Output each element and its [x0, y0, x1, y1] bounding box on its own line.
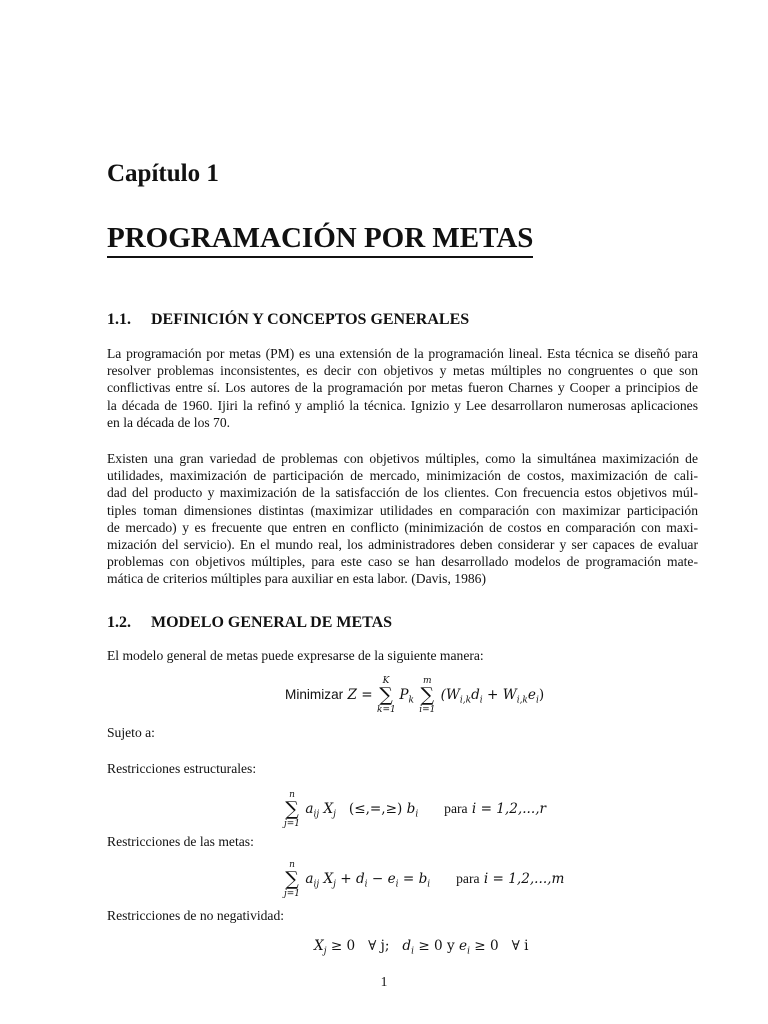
section-heading-2 — [107, 614, 392, 632]
summation-symbol: n ∑ j=1 — [283, 860, 301, 899]
structural-label: Restricciones estructurales: — [107, 761, 257, 776]
text-line: conflictivas entre sí. Los autores de la programación por metas fueron Charnes y Cooper a principios de — [107, 380, 698, 396]
nonneg-label: Restricciones de no negatividad: — [107, 908, 285, 923]
text-line: dad del producto y maximización de la satisfacción de los clientes. Con frecuencia estos objetivos múl- — [107, 485, 698, 501]
section-title: DEFINICIÓN Y CONCEPTOS GENERALES — [151, 311, 470, 328]
subject-to-label: Sujeto a: — [107, 725, 155, 740]
weight-term: (W — [440, 687, 460, 703]
text-line: Existen una gran variedad de problemas con objetivos múltiples, como la simultánea maximización de — [107, 451, 698, 466]
text-line: en la década de los 70. — [107, 414, 231, 430]
section-number: 1.1. — [107, 311, 131, 328]
objective-function: Minimizar Z = K ∑ k=1 $P_k$ m ∑ i=1 $(W_{i,k}d_i + W_{i,k}e_i)$ — [285, 676, 545, 715]
z-variable: Z — [347, 687, 357, 703]
minimize-label: Minimizar — [285, 687, 344, 702]
paragraph-definition — [107, 345, 698, 431]
index-range: i = 1,2,...,r — [471, 801, 547, 817]
text-line: tiples toman dimensiones distintas (maximizar utilidades en comparación con maximizar participación — [107, 502, 698, 518]
summation-symbol: n ∑ j=1 — [283, 790, 301, 829]
paragraph-objectives — [107, 450, 698, 588]
model-intro: El modelo general de metas puede expresarse de la siguiente manera: — [107, 648, 484, 663]
section-number: 1.2. — [107, 614, 131, 631]
structural-constraint: n ∑ j=1 $a_{ij}$ $X_j$ (≤,=,≥) $b_i$ para i = 1,2,...,r — [283, 790, 547, 829]
text-line: la década de 1960. Ijiri la refinó y amplió la técnica. Ignizio y Lee desarrollaron numerosas aplicaciones — [107, 397, 698, 413]
page-number: 1 — [380, 974, 388, 989]
section-title: MODELO GENERAL DE METAS — [151, 614, 393, 631]
text-line: La programación por metas (PM) es una extensión de la programación lineal. Esta técnica se diseñó para — [107, 346, 698, 361]
chapter-title: PROGRAMACIÓN POR METAS — [107, 222, 533, 258]
text-line: mática de criterios múltiples para auxiliar en esta labor. (Davis, 1986) — [107, 571, 486, 587]
text-line: problemas con objetivos múltiples, para este caso se han desarrollado modelos de programación mate- — [107, 554, 698, 570]
text-line: de mercado) y es frecuente que entren en conflicto (minimización de costos en comparación con maxi- — [107, 519, 698, 535]
summation-symbol: m ∑ i=1 — [419, 676, 436, 715]
p-variable: P — [399, 687, 409, 703]
goal-constraint: n ∑ j=1 $a_{ij}$ $X_j + d_i - e_i = b_i$ para i = 1,2,...,m — [283, 860, 565, 899]
text-line: utilidades, maximización de participación de mercado, minimización de costos, maximización de cali- — [107, 468, 698, 484]
text-line: resolver problemas inconsistentes, es decir con objetivos y metas múltiples no congruentes o que son — [107, 363, 698, 379]
nonneg-constraint: $X_j \ge 0$ ∀ j; $d_i \ge 0$ y $e_i \ge 0$ ∀ i — [314, 938, 529, 957]
text-line: mización del servicio). En el mundo real, los administradores deben considerar y ser capaces de evaluar — [107, 537, 698, 553]
section-heading-1 — [107, 311, 469, 329]
equals-sign: = — [361, 687, 373, 703]
summation-symbol: K ∑ k=1 — [376, 676, 396, 715]
goals-label: Restricciones de las metas: — [107, 834, 254, 849]
chapter-label: Capítulo 1 — [107, 160, 219, 187]
relation-operators: (≤,=,≥) — [348, 801, 403, 817]
index-range: i = 1,2,...,m — [483, 871, 565, 887]
